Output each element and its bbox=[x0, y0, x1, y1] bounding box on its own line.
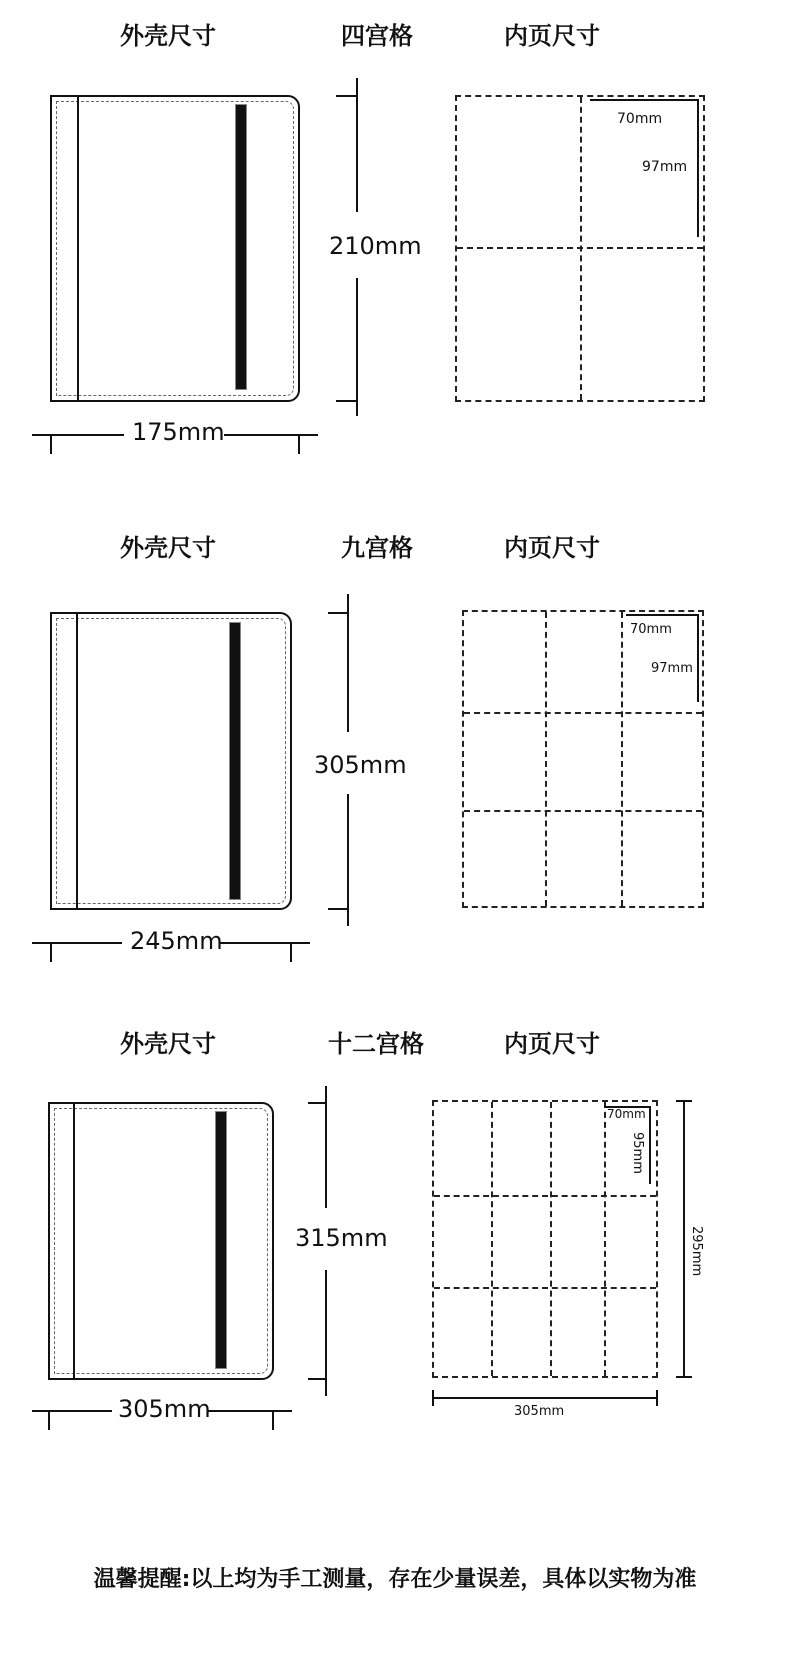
grid-type-heading: 九宫格 bbox=[341, 534, 413, 562]
height-label: 315mm bbox=[295, 1224, 388, 1252]
pocket-width-label: 70mm bbox=[630, 622, 672, 637]
pocket-height-marker bbox=[649, 1106, 651, 1184]
inner-width-label: 305mm bbox=[514, 1404, 565, 1419]
inner-height-label: 295mm bbox=[689, 1226, 704, 1277]
inner-size-heading: 内页尺寸 bbox=[504, 534, 600, 562]
pocket-height-marker bbox=[697, 99, 699, 237]
elastic-strap bbox=[215, 1111, 227, 1369]
elastic-strap bbox=[235, 104, 247, 390]
width-label: 245mm bbox=[130, 927, 223, 955]
cover-stitching bbox=[56, 101, 294, 396]
inner-page-grid bbox=[432, 1100, 658, 1378]
inner-width-dimension-line bbox=[432, 1397, 658, 1399]
pocket-height-label: 97mm bbox=[651, 661, 693, 676]
height-label: 210mm bbox=[329, 232, 422, 260]
cover-stitching bbox=[54, 1108, 268, 1374]
width-label: 175mm bbox=[132, 418, 225, 446]
inner-page-grid bbox=[455, 95, 705, 402]
cover-spine-line bbox=[77, 97, 79, 400]
inner-size-heading: 内页尺寸 bbox=[504, 1030, 600, 1058]
inner-height-dimension-line bbox=[683, 1100, 685, 1378]
cover-spine-line bbox=[76, 614, 78, 908]
pocket-height-label: 95mm bbox=[630, 1132, 645, 1174]
inner-page-grid bbox=[462, 610, 704, 908]
pocket-height-marker bbox=[697, 614, 699, 702]
pocket-width-label: 70mm bbox=[617, 111, 663, 127]
pocket-width-label: 70mm bbox=[607, 1107, 646, 1121]
inner-size-heading: 内页尺寸 bbox=[504, 22, 600, 50]
outer-size-heading: 外壳尺寸 bbox=[120, 1030, 216, 1058]
elastic-strap bbox=[229, 622, 241, 900]
outer-size-heading: 外壳尺寸 bbox=[120, 22, 216, 50]
grid-type-heading: 四宫格 bbox=[341, 22, 413, 50]
measurement-note: 温馨提醒:以上均为手工测量，存在少量误差，具体以实物为准 bbox=[93, 1567, 697, 1592]
pocket-width-marker bbox=[590, 99, 698, 101]
height-label: 305mm bbox=[314, 751, 407, 779]
cover-spine-line bbox=[73, 1104, 75, 1378]
width-label: 305mm bbox=[118, 1395, 211, 1423]
outer-size-heading: 外壳尺寸 bbox=[120, 534, 216, 562]
cover-stitching bbox=[56, 618, 286, 904]
pocket-width-marker bbox=[626, 614, 698, 616]
pocket-height-label: 97mm bbox=[642, 159, 688, 175]
grid-type-heading: 十二宫格 bbox=[328, 1030, 424, 1058]
